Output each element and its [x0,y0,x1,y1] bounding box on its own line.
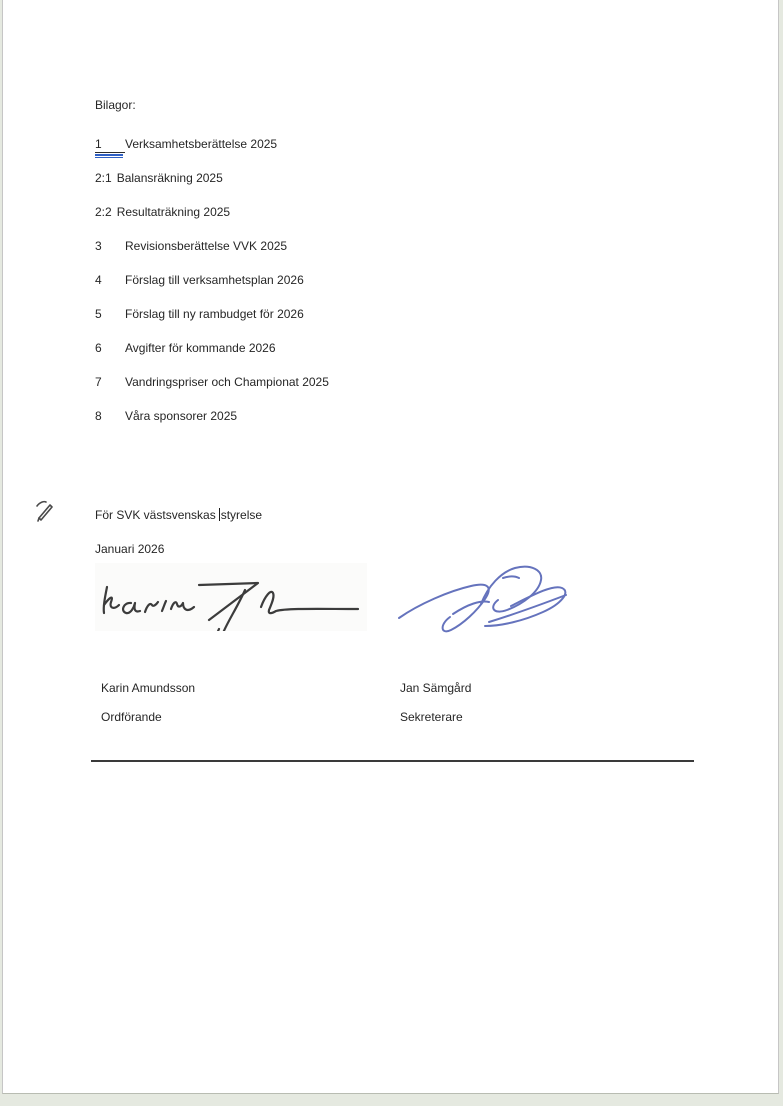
attachment-label: Förslag till ny rambudget för 2026 [125,307,304,321]
attachment-row [95,239,329,273]
attachment-label: Vandringspriser och Championat 2025 [125,375,329,389]
signatory-name-left: Karin Amundsson [101,681,196,695]
attachment-number: 8 [95,409,102,423]
attachment-row [95,341,329,375]
attachment-row [95,171,329,205]
attachment-number: 4 [95,273,102,287]
attachment-row [95,375,329,409]
attachment-row [95,137,329,171]
attachment-label: Våra sponsorer 2025 [125,409,238,423]
attachment-row [95,409,329,443]
attachment-label: Resultaträkning 2025 [116,205,231,219]
attachments-list [95,137,329,443]
attachments-heading: Bilagor: [95,98,136,112]
attachment-label: Balansräkning 2025 [116,171,223,185]
attachment-label: Verksamhetsberättelse 2025 [125,137,278,151]
attachment-row [95,273,329,307]
signatory-role-right: Sekreterare [400,710,463,724]
signature-karin-image [95,563,367,631]
closing-board-line [95,508,262,523]
closing-board-text-after-cursor: styrelse [220,508,263,522]
document-page[interactable] [2,0,779,1094]
signature-jan-image [393,556,585,644]
attachment-number: 2:1 [95,171,112,185]
attachment-label: Förslag till verksamhetsplan 2026 [125,273,304,287]
attachment-label: Revisionsberättelse VVK 2025 [125,239,288,253]
attachment-number: 7 [95,375,102,389]
attachment-number: 3 [95,239,102,253]
text-cursor [219,508,220,521]
horizontal-rule [91,760,694,762]
attachment-label: Avgifter för kommande 2026 [125,341,276,355]
signatory-name-right: Jan Sämgård [400,681,472,695]
attachment-number: 5 [95,307,102,321]
signatory-role-left: Ordförande [101,710,162,724]
attachment-number: 6 [95,341,102,355]
attachment-number: 1 [95,137,125,153]
pen-icon[interactable] [33,498,57,522]
attachment-row [95,307,329,341]
closing-board-text-before-cursor: För SVK västsvenskas [95,508,216,522]
closing-date-line: Januari 2026 [95,542,165,556]
attachment-row [95,205,329,239]
attachment-number: 2:2 [95,205,112,219]
